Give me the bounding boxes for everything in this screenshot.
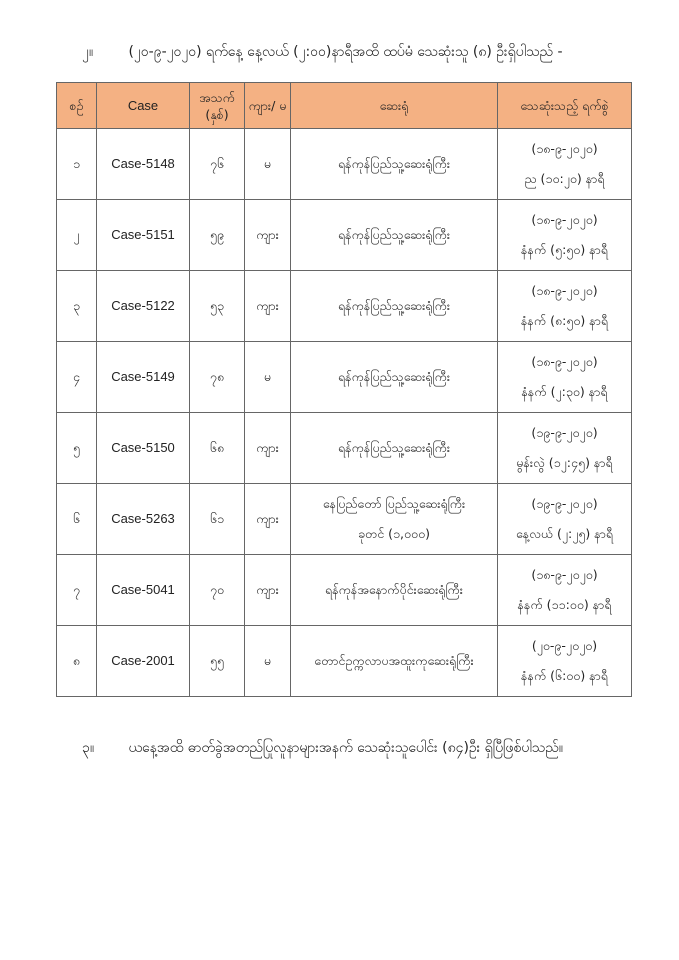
- cell-death-date: [498, 413, 632, 484]
- cell-no: ၇: [57, 555, 97, 626]
- cell-no: ၁: [57, 129, 97, 200]
- death-time: ည (၁၀:၂၀) နာရီ: [524, 171, 605, 186]
- intro-text: (၂၀-၉-၂၀၂၀) ရက်နေ့ နေ့လယ် (၂:၀၀)နာရီအထိ ထပ်မံ သေဆုံးသူ (၈) ဦးရှိပါသည် -: [128, 44, 563, 60]
- header-age-line2: (နှစ်): [205, 106, 229, 122]
- cell-sex: ကျား: [245, 271, 291, 342]
- header-sex-line1: ကျား/: [248, 98, 276, 113]
- table-row: [57, 200, 632, 271]
- intro-paragraph: [82, 42, 563, 63]
- table-row: [57, 342, 632, 413]
- table-row: [57, 626, 632, 697]
- cell-hospital: [291, 484, 498, 555]
- cell-age: ၇၆: [190, 129, 245, 200]
- cell-no: ၆: [57, 484, 97, 555]
- cell-age: ၇၀: [190, 555, 245, 626]
- cell-case: Case-5041: [97, 555, 190, 626]
- header-death-date: သေဆုံးသည့် ရက်စွဲ: [498, 83, 632, 129]
- hospital-line1: ရန်ကုန်အနောက်ပိုင်းဆေးရုံကြီး: [325, 582, 463, 597]
- cell-death-date: [498, 129, 632, 200]
- cell-no: ၃: [57, 271, 97, 342]
- cell-hospital: [291, 555, 498, 626]
- cell-no: ၅: [57, 413, 97, 484]
- death-time: နေ့လယ် (၂:၂၅) နာရီ: [515, 526, 614, 541]
- cell-case: Case-5149: [97, 342, 190, 413]
- death-date: (၂၀-၉-၂၀၂၀): [531, 638, 598, 653]
- cell-no: ၂: [57, 200, 97, 271]
- header-no: စဉ်: [57, 83, 97, 129]
- header-hospital: ဆေးရုံ: [291, 83, 498, 129]
- hospital-line1: တောင်ဥက္ကလာပအထူးကုဆေးရုံကြီး: [314, 653, 474, 668]
- table-row: [57, 555, 632, 626]
- deaths-table: [56, 82, 632, 697]
- cell-case: Case-5122: [97, 271, 190, 342]
- cell-death-date: [498, 271, 632, 342]
- cell-case: Case-5151: [97, 200, 190, 271]
- cell-death-date: [498, 200, 632, 271]
- cell-age: ၆၁: [190, 484, 245, 555]
- cell-no: ၄: [57, 342, 97, 413]
- cell-age: ၆၈: [190, 413, 245, 484]
- cell-sex: မ: [245, 626, 291, 697]
- cell-sex: ကျား: [245, 484, 291, 555]
- cell-hospital: [291, 342, 498, 413]
- cell-hospital: [291, 200, 498, 271]
- cell-hospital: [291, 271, 498, 342]
- cell-case: Case-5263: [97, 484, 190, 555]
- cell-death-date: [498, 626, 632, 697]
- cell-age: ၅၅: [190, 626, 245, 697]
- cell-age: ၇၈: [190, 342, 245, 413]
- summary-paragraph: [82, 738, 563, 759]
- header-age-line1: အသက်: [199, 89, 235, 105]
- header-age: [190, 83, 245, 129]
- cell-sex: ကျား: [245, 200, 291, 271]
- death-time: မွန်းလွဲ (၁၂:၄၅) နာရီ: [516, 455, 613, 470]
- summary-text: ယနေ့အထိ ဓာတ်ခွဲအတည်ပြုလူနာများအနက် သေဆုံးသူပေါင်း (၈၄)ဦး ရှိပြီဖြစ်ပါသည်။: [128, 740, 563, 756]
- cell-no: ၈: [57, 626, 97, 697]
- cell-age: ၅၃: [190, 271, 245, 342]
- death-time: နံနက် (၂:၃၀) နာရီ: [521, 384, 608, 399]
- hospital-line1: ရန်ကုန်ပြည်သူ့ဆေးရုံကြီး: [338, 440, 450, 455]
- cell-sex: မ: [245, 129, 291, 200]
- cell-hospital: [291, 129, 498, 200]
- table-row: [57, 413, 632, 484]
- cell-hospital: [291, 413, 498, 484]
- intro-number: ၂။: [82, 44, 94, 60]
- cell-death-date: [498, 484, 632, 555]
- death-time: နံနက် (၈:၅၀) နာရီ: [520, 313, 609, 328]
- hospital-line1: ရန်ကုန်ပြည်သူ့ဆေးရုံကြီး: [338, 298, 450, 313]
- cell-death-date: [498, 555, 632, 626]
- death-date: (၁၈-၉-၂၀၂၀): [531, 283, 598, 298]
- cell-sex: ကျား: [245, 555, 291, 626]
- hospital-line1: ရန်ကုန်ပြည်သူ့ဆေးရုံကြီး: [338, 156, 450, 171]
- cell-case: Case-5148: [97, 129, 190, 200]
- hospital-line1: ရန်ကုန်ပြည်သူ့ဆေးရုံကြီး: [338, 369, 450, 384]
- death-time: နံနက် (၁၁:၀၀) နာရီ: [517, 597, 612, 612]
- cell-case: Case-2001: [97, 626, 190, 697]
- death-date: (၁၈-၉-၂၀၂၀): [531, 354, 598, 369]
- hospital-line1: ရန်ကုန်ပြည်သူ့ဆေးရုံကြီး: [338, 227, 450, 242]
- table-header-row: [57, 83, 632, 129]
- header-sex: [245, 83, 291, 129]
- table-row: [57, 271, 632, 342]
- cell-death-date: [498, 342, 632, 413]
- cell-hospital: [291, 626, 498, 697]
- death-time: နံနက် (၅:၅၀) နာရီ: [521, 242, 608, 257]
- death-date: (၁၉-၉-၂၀၂၀): [531, 496, 598, 511]
- summary-number: ၃။: [82, 740, 95, 756]
- header-sex-line2: မ: [279, 98, 287, 113]
- death-date: (၁၉-၉-၂၀၂၀): [531, 425, 598, 440]
- table-row: [57, 129, 632, 200]
- hospital-line2: ခုတင် (၁,၀၀၀): [358, 526, 430, 541]
- cell-case: Case-5150: [97, 413, 190, 484]
- hospital-line1: နေပြည်တော် ပြည်သူ့ဆေးရုံကြီး: [322, 496, 466, 511]
- death-date: (၁၈-၉-၂၀၂၀): [531, 212, 598, 227]
- death-date: (၁၈-၉-၂၀၂၀): [531, 141, 598, 156]
- table-row: [57, 484, 632, 555]
- header-case: Case: [97, 83, 190, 129]
- death-time: နံနက် (၆:၀၀) နာရီ: [521, 668, 608, 683]
- death-date: (၁၈-၉-၂၀၂၀): [531, 567, 598, 582]
- cell-sex: ကျား: [245, 413, 291, 484]
- cell-sex: မ: [245, 342, 291, 413]
- cell-age: ၅၉: [190, 200, 245, 271]
